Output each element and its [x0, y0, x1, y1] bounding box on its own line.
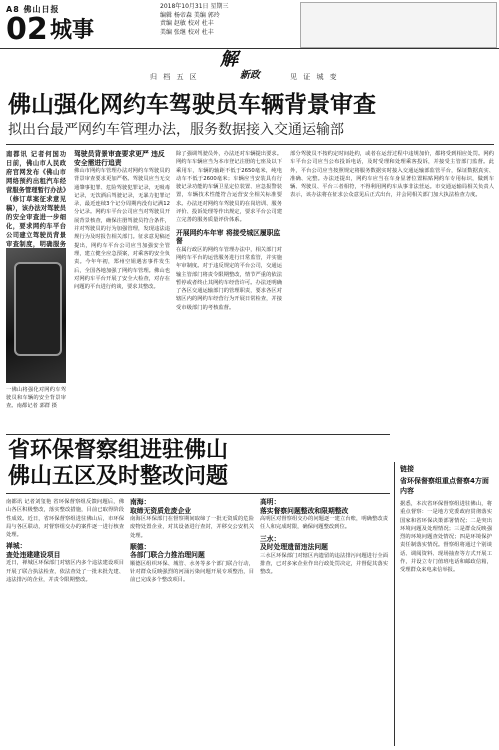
divider: [6, 434, 390, 435]
divider: [6, 493, 390, 494]
story2-sec4-sub: 落实督察问题整改和限期整改: [260, 506, 349, 515]
story2-sec5-head: 三水：: [260, 534, 281, 543]
column-logo: 解: [220, 49, 238, 70]
story1-col3-body: 除了强调驾驶员外，办法还对车辆提出要求。网约车车辆应当为本市登记注册的七座及以下乘用车，车辆的轴距不低于2650毫米，纯电动车不低于2600毫米；车辆应当安装具有行驶记录功能的车辆卫星定位装置、应急报警装置，车辆技术性能符合运营安全相关标准要求。办法还对网约车驾驶员的在岗培训、服务评价、投诉处理等作出规定，要求平台公司建立完善的服务质量评价体系。: [176, 151, 282, 224]
story2-column-1: [6, 498, 124, 746]
story1-column-2: [74, 150, 170, 291]
section-number: 02: [6, 12, 48, 47]
section-name: 城事: [50, 18, 95, 43]
story1-lead: 南都讯 记者何国功 日前，佛山市人民政府官网发布《佛山市网络预约出租汽车经营服务管理暂行办法》（修订草案征求意见稿），该办法对驾驶员的安全审查进一步细化，要求网约车平台公司建立驾驶员背景审查制度，明确服务: [6, 151, 66, 248]
divider: [0, 48, 499, 49]
story2-sec3-sub: 各部门联合力推治理问题: [130, 551, 205, 560]
story2-sec2-body: 南海区环保部门在督察期间取缔了一批无资质的危险废物处置企业，对其设备进行查封，并移交公安机关处理。: [130, 516, 254, 539]
sidebar-title: 省环保督察组重点督察4方面内容: [400, 477, 489, 495]
divider: [6, 144, 494, 145]
story2-sec4-body: 高明区对督察组交办的问题逐一建立台账，明确整改责任人和完成时限，确保问题整改到位。: [260, 516, 388, 531]
issue-line: 2018年10月31日 星期三: [160, 3, 229, 10]
story2-sec1-sub: 查处违建建设项目: [6, 550, 61, 559]
story1-headline: 佛山强化网约车驾驶员车辆背景审查: [8, 92, 376, 118]
story1-col4-body: 部分驾驶员不按约定时间赴约，或者在运营过程中违规加价，都将受到相应处罚。网约车平台公司应当公布投诉电话，及时受理和处理乘客投诉，并接受主管部门监督。此外，平台公司应当按照规定将服务数据实时接入交通运输部监管平台，保证数据真实、准确、完整。办法还提出，网约车应当在车身显著位置粘贴网约车专用标识，做到车辆、驾驶员、平台三者相符，不得利用网约车从事非法营运。市交通运输局相关负责人表示，该办法将在征求公众意见后正式出台，并会同相关部门加大执法检查力度。: [290, 151, 494, 199]
story2-sec2-sub: 取缔无资质危废企业: [130, 506, 192, 515]
issue-line: 编辑 杨帝森 美编 郭玲: [160, 11, 220, 19]
story2-column-2: [130, 498, 254, 746]
phone-image: [14, 262, 62, 356]
story1-col3-head: 开展网约车年审 将接受城区履职监督: [176, 228, 281, 246]
story2-lead: 南都讯 记者刘玺艳 省环保督察组反馈问题后，佛山各区积极整改，落实整改措施，目前已取得阶段性成效。近日，省环保督察组进驻佛山后，市环保局与各区联动，对督察组交办的案件逐一进行核查处理。: [6, 499, 124, 539]
sidebar-label: 链接: [400, 465, 414, 473]
column-logo-sub: 新政: [240, 70, 260, 81]
story2-column-3: [260, 498, 388, 746]
story1-subhead: 拟出台最严网约车管理办法，服务数据接入交通运输部: [8, 122, 344, 138]
story1-col2-body: 佛山市网约车管理办法对网约车驾驶员的背景审查要求更加严格。驾驶员应当无交通肇事犯罪、危险驾驶犯罪记录，无吸毒记录，无饮酒后驾驶记录，无暴力犯罪记录，最近连续3个记分周期内没有记满12分记录。网约车平台公司应当对驾驶员开展背景核查，确保注册驾驶员符合条件，并对驾驶员的行为加强管理，发现违法违规行为及时报告相关部门。征求意见稿还提出，网约车平台公司应当加强安全管理，建立健全应急预案，对乘客的安全负责。今年年初，郑州空姐遇害事件发生后，全国各地加强了网约车管理。佛山也对网约车平台开展了安全大检查，对存在问题的平台进行约谈，要求其整改。: [74, 168, 170, 291]
issue-line: 美编 张继 校对 杜丰: [160, 28, 214, 36]
story2-headline-line1: 省环保督察组进驻佛山: [8, 438, 229, 463]
story2-sec3-head: 顺德：: [130, 542, 151, 551]
header-ad-box: [300, 2, 497, 48]
newspaper-logo: A8 佛山日报: [6, 5, 60, 14]
story2-sec1-head: 禅城：: [6, 542, 27, 551]
tagline-left: 归 档 五 区: [150, 73, 199, 81]
story1-col3-body2: 在属行政区的网约车管理办法中，相关部门对网约车平台的运营服务进行日常监管，并实施年审制度。对于违反规定的平台公司，交通运输主管部门将责令限期整改，情节严重的依法暂停或者终止其网约车经营许可。办法还明确了各区交通运输部门的管理职责，要求各区对辖区内的网约车经营行为开展日常检查，并接受市级部门的考核监督。: [176, 246, 282, 311]
sidebar-body: 据悉，本次省环保督察组进驻佛山，将重点督察：一是地方党委政府贯彻落实国家和省环保决策部署情况；二是突出环境问题及处理情况；三是群众反映强烈的环境问题查处情况；四是环境保护责任制落实情况。督察组将通过个别谈话、调阅资料、现场抽查等方式开展工作，并设立专门值班电话和邮政信箱，受理群众来电来信举报。: [400, 501, 492, 574]
issue-line: 责编 赵敏 校对 杜丰: [160, 20, 214, 27]
tagline-right: 见 证 城 变: [290, 73, 339, 81]
issue-info: [160, 3, 228, 37]
story2-sec3-body: 顺德区组织环保、城管、水务等多个部门联合行动，针对群众反映强烈的河涌污染问题开展专项整治，目前已完成多个整改项目。: [130, 560, 254, 584]
story2-sec5-body: 三水区环保部门对辖区内遗留的违法排污问题进行全面排查，已对多家企业作出行政处罚决定，并督促其落实整改。: [260, 552, 388, 576]
story2-sec5-sub: 及时处理遗留违法问题: [260, 543, 328, 552]
story2-sec4-head: 高明：: [260, 498, 281, 506]
story2-sec2-head: 南海：: [130, 498, 151, 506]
story2-headline-line2: 佛山五区及时整改问题: [8, 464, 229, 489]
story1-column-3: [176, 150, 282, 430]
photo-caption: 一佛山将强化对网约车驾驶员和车辆的安全背景审查。南都记者 郭群 摄: [6, 387, 66, 409]
story1-col2-head: 驾驶员背景审查要求更严 违反安全需进行追责: [74, 150, 165, 167]
story2-sec1-body: 近日，禅城区环保部门对辖区内多个违法建设项目开展了联合执法检查，依法查处了一批未批先建、违法排污的企业，并责令限期整改。: [6, 560, 124, 584]
story1-column-4: [290, 150, 494, 430]
